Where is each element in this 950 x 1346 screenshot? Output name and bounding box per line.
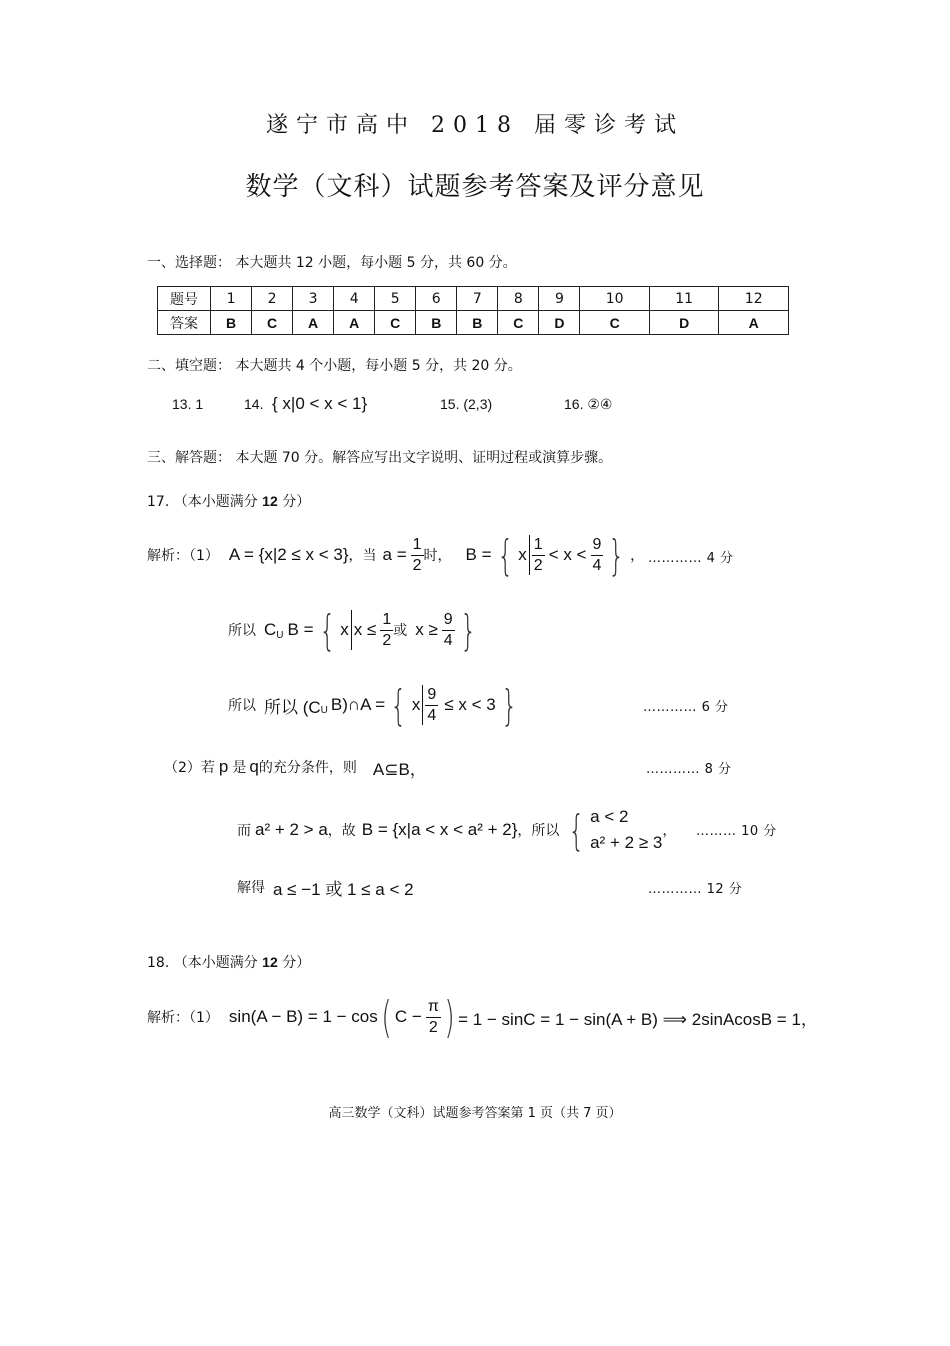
inequality: < x <	[548, 545, 587, 564]
q17-title-text: 17. （本小题满分	[147, 494, 258, 510]
when-text: ，当	[348, 548, 377, 564]
condition-text: 的充分条件，则	[258, 760, 357, 776]
inequality-system	[590, 804, 662, 856]
is-text: 是	[232, 760, 247, 776]
denominator: 2	[533, 556, 543, 574]
answer-13: 13. 1	[172, 396, 204, 412]
q18-line-1	[147, 992, 818, 1042]
row-label: 题号	[158, 287, 211, 311]
numerator: 1	[532, 535, 545, 556]
numerator: 1	[411, 535, 424, 556]
q18-solution-label: 解析：（1）	[147, 1010, 219, 1026]
fraction-half	[411, 535, 424, 576]
points-12: ………… 12 分	[648, 882, 743, 897]
question-number: 3	[293, 287, 334, 311]
subscript-u: U	[276, 629, 284, 641]
left-paren-icon: (	[381, 991, 392, 1043]
question-number: 7	[457, 287, 498, 311]
points-6: ………… 6 分	[643, 700, 729, 715]
question-number: 5	[375, 287, 416, 311]
answer-cell: C	[375, 311, 416, 335]
comma: ，	[662, 823, 677, 839]
question-number: 6	[416, 287, 457, 311]
subscript-u: U	[320, 704, 328, 716]
x-le: x ≤	[353, 620, 377, 639]
row-label: 答案	[158, 311, 211, 335]
answer-table	[157, 286, 789, 335]
x-symbol: x	[411, 695, 421, 714]
left-brace-icon: {	[496, 530, 513, 580]
c-minus: C −	[394, 1007, 422, 1026]
er-text: 而	[237, 823, 251, 839]
system-line-2: a² + 2 ≥ 3	[590, 833, 663, 852]
a-squared-inequality: a² + 2 > a	[255, 820, 328, 839]
q-symbol: q	[249, 757, 259, 776]
right-brace-icon: }	[501, 680, 518, 730]
answer-cell: B	[416, 311, 457, 335]
comma: ，	[630, 548, 645, 564]
answer-cell: C	[580, 311, 649, 335]
q18-title-text: 18. （本小题满分	[147, 955, 258, 971]
x-ge: x ≥	[415, 620, 438, 639]
system-line-1: a < 2	[590, 807, 629, 826]
fraction-nine-fourths	[442, 610, 455, 651]
fraction-half	[532, 535, 545, 576]
sine-expression-continued: = 1 − sinC = 1 − sin(A + B) ⟹ 2sinAcosB = 1，	[458, 1009, 818, 1029]
denominator: 4	[427, 706, 437, 724]
denominator: 4	[592, 556, 602, 574]
a-equals: a =	[382, 545, 407, 564]
table-row	[158, 311, 789, 335]
answer-cell: D	[539, 311, 580, 335]
x-symbol: x	[518, 545, 527, 564]
denominator: 2	[428, 1018, 438, 1036]
set-bar	[529, 535, 530, 575]
right-paren-icon: )	[444, 991, 455, 1043]
q17-line-2	[228, 605, 481, 655]
answer-15: 15. (2,3)	[440, 396, 493, 412]
shi-text: 时，	[423, 548, 452, 564]
denominator: 2	[382, 631, 392, 649]
q18-score-unit: 分）	[282, 955, 311, 971]
q17-line-1	[147, 530, 644, 580]
section-2-heading: 二、填空题： 本大题共 4 个小题，每小题 5 分，共 20 分。	[147, 358, 522, 374]
answer-cell: A	[293, 311, 334, 335]
q17-score-unit: 分）	[282, 494, 311, 510]
question-number: 2	[252, 287, 293, 311]
right-brace-icon: }	[460, 605, 477, 655]
suoyi-text: 所以	[228, 623, 256, 639]
result-expression: a ≤ −1 或 1 ≤ a < 2	[273, 879, 414, 899]
points-8: ………… 8 分	[646, 762, 732, 777]
set-b-expression: B = {x|a < x < a² + 2}	[361, 820, 518, 839]
page-footer: 高三数学（文科）试题参考答案第 1 页（共 7 页）	[328, 1106, 622, 1121]
suoyi-text: 所以	[228, 698, 256, 714]
answer-cell: C	[252, 311, 293, 335]
b-equals: B =	[465, 545, 492, 564]
numerator: π	[426, 997, 441, 1018]
fraction-nine-fourths	[591, 535, 604, 576]
answer-cell: C	[498, 311, 539, 335]
or-text: 或	[393, 623, 408, 639]
numerator: 9	[591, 535, 604, 556]
numerator: 9	[425, 685, 438, 706]
table-row	[158, 287, 789, 311]
gu-text: ，故	[327, 823, 356, 839]
exam-title: 遂宁市高中 2018 届零诊考试	[266, 113, 684, 138]
points-10: ……… 10 分	[696, 824, 777, 839]
points-4: ………… 4 分	[648, 551, 734, 566]
q17-line-3	[228, 680, 522, 730]
question-number: 8	[498, 287, 539, 311]
jiede-text: 解得	[237, 880, 265, 896]
question-number: 11	[649, 287, 718, 311]
q17-score: 12	[262, 493, 278, 509]
fraction-half	[380, 610, 393, 651]
question-number: 1	[211, 287, 252, 311]
answer-cell: A	[334, 311, 375, 335]
answer-14-label: 14.	[244, 396, 264, 412]
section-3-heading: 三、解答题： 本大题 70 分。解答应写出文字说明、证明过程或演算步骤。	[147, 450, 613, 466]
q18-score: 12	[262, 954, 278, 970]
set-bar	[422, 685, 423, 725]
left-brace-icon: {	[568, 805, 585, 855]
part-2-label: （2）若	[164, 760, 215, 776]
question-17-title	[147, 491, 310, 511]
complement-c: C	[264, 620, 277, 639]
answer-cell: D	[649, 311, 718, 335]
q17-line-6	[237, 874, 414, 900]
numerator: 9	[442, 610, 455, 631]
complement-open: 所以 (C	[264, 697, 321, 717]
question-number: 9	[539, 287, 580, 311]
p-symbol: p	[218, 757, 229, 776]
answer-cell: B	[211, 311, 252, 335]
fraction-nine-fourths	[425, 685, 438, 726]
b-equals: B =	[287, 620, 314, 639]
right-brace-icon: }	[608, 530, 625, 580]
numerator: 1	[380, 610, 393, 631]
question-number: 12	[719, 287, 789, 311]
q17-solution-label: 解析：（1）	[147, 548, 219, 564]
answer-cell: A	[719, 311, 789, 335]
intersection-expression: B)∩A =	[330, 695, 386, 714]
answer-cell: B	[457, 311, 498, 335]
answer-14-set: { x|0 < x < 1}	[272, 394, 368, 413]
question-18-title	[147, 952, 310, 972]
question-number: 4	[334, 287, 375, 311]
document-title: 数学（文科）试题参考答案及评分意见	[245, 172, 705, 202]
set-bar	[351, 610, 352, 650]
left-brace-icon: {	[318, 605, 335, 655]
inequality: ≤ x < 3	[444, 695, 496, 714]
q17-line-4	[164, 754, 427, 780]
denominator: 2	[412, 556, 422, 574]
denominator: 4	[443, 631, 453, 649]
x-symbol: x	[340, 620, 349, 639]
sine-expression: sin(A − B) = 1 − cos	[228, 1007, 378, 1026]
q17-line-5	[237, 802, 676, 858]
subset-expression: A⊆B，	[372, 759, 427, 779]
left-brace-icon: {	[390, 680, 407, 730]
answer-16: 16. ②④	[564, 396, 613, 412]
set-a-expression: A = {x|2 ≤ x < 3}	[228, 545, 349, 564]
fraction-pi-half	[426, 997, 441, 1038]
question-number: 10	[580, 287, 649, 311]
section-1-heading: 一、选择题： 本大题共 12 小题，每小题 5 分，共 60 分。	[147, 255, 517, 271]
suoyi-text: ，所以	[517, 823, 560, 839]
